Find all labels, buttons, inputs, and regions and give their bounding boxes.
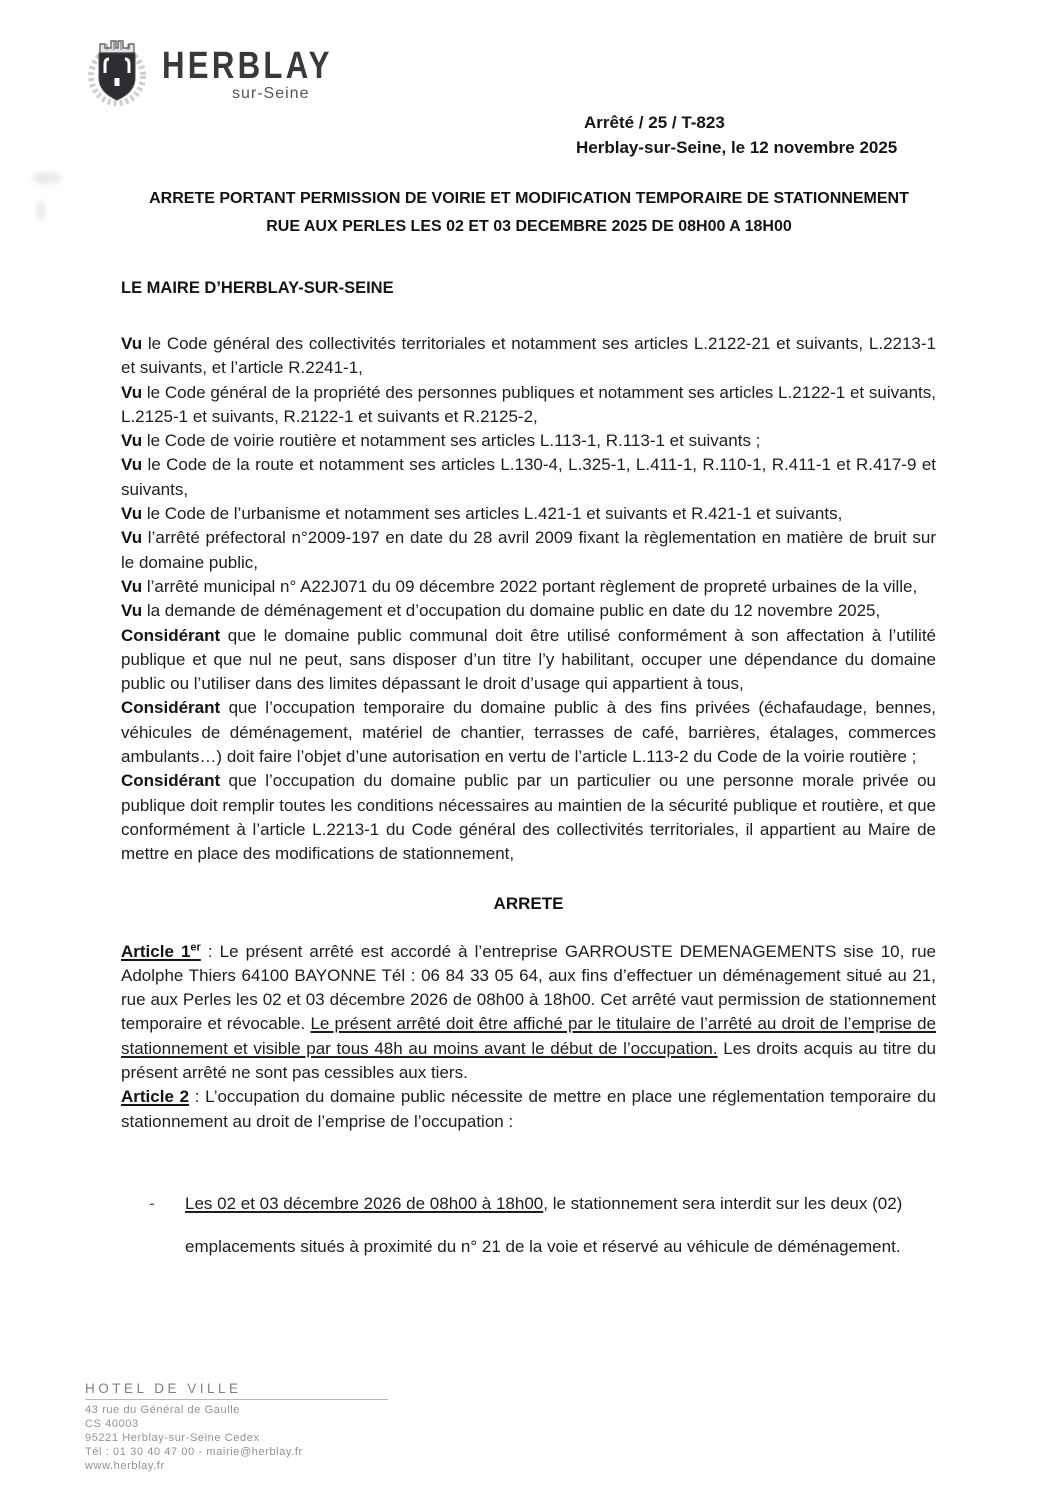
recital-text: l’arrêté préfectoral n°2009-197 en date du 28 avril 2009 fixant la règlementation en matière de bruit sur le domaine public, — [121, 528, 936, 572]
footer-address-line: 43 rue du Général de Gaulle — [85, 1404, 241, 1416]
recital-lead: Vu — [121, 601, 143, 621]
bullet-text-rest: , le stationnement sera interdit sur les deux (02) emplacements situés à proximité du n° 21 de la voie et réservé au véhicule de déménagement. — [185, 1193, 903, 1256]
document-title — [0, 185, 1058, 241]
recital-paragraph — [121, 696, 936, 769]
recital-paragraph — [121, 526, 936, 575]
recital-paragraph — [121, 502, 936, 526]
recital-text: le Code de voirie routière et notamment ses articles L.113-1, R.113-1 et suivants ; — [142, 431, 761, 451]
recital-text: le Code de l’urbanisme et notamment ses articles L.421-1 et suivants et R.421-1 et suivants, — [142, 504, 843, 524]
recital-lead: Vu — [121, 334, 143, 353]
document-title-line1: ARRETE PORTANT PERMISSION DE VOIRIE ET MODIFICATION TEMPORAIRE DE STATIONNEMENT — [149, 190, 909, 207]
recital-text: le Code de la route et notamment ses articles L.130-4, L.325-1, L.411-1, R.110-1, R.411-1 et R.417-9 et suivants, — [121, 455, 936, 499]
article-2-paragraph — [121, 1085, 936, 1134]
recital-paragraph — [121, 575, 936, 599]
recital-lead: Vu — [121, 504, 143, 524]
recital-lead: Vu — [121, 382, 143, 402]
footer-phone-email: Tél : 01 30 40 47 00 - mairie@herblay.fr — [85, 1446, 303, 1458]
article-1-text: Le présent arrêté est accordé à l’entreprise GARROUSTE DEMENAGEMENTS sise 10, rue Adolphe Thiers 64100 BAYONNE Tél : 06 84 33 05 64, aux fins d’effectuer un déménagement situé au 21, rue aux Perles les 02 et 03 décembre 2026 de 08h00 à 18h00. Cet arrêté vaut permission de stationnement temporaire et révocable. — [121, 941, 936, 1034]
article-2-label: Article 2 — [121, 1087, 190, 1107]
logo-subtitle: sur-Seine — [232, 85, 310, 102]
recital-text: l’arrêté municipal n° A22J071 du 09 décembre 2022 portant règlement de propreté urbaines de la ville, — [142, 576, 918, 596]
decree-reference: Arrêté / 25 / T-823 — [584, 113, 725, 132]
recital-lead: Vu — [121, 576, 143, 596]
recital-lead: Considérant — [121, 625, 221, 645]
recital-lead: Vu — [121, 455, 143, 475]
article-1-label: Article 1er — [121, 940, 201, 961]
town-hall-footer — [85, 1380, 388, 1473]
logo-wordmark — [162, 44, 370, 103]
article-1-label-superscript: er — [190, 940, 201, 953]
bullet-dash-marker: - — [149, 1193, 155, 1213]
city-logo — [86, 36, 370, 106]
herblay-coat-of-arms-icon — [86, 36, 148, 106]
footer-address-line: 95221 Herblay-sur-Seine Cedex — [85, 1432, 260, 1444]
bullet-item — [121, 1182, 936, 1268]
recital-lead: Considérant — [121, 698, 221, 718]
recital-text: le Code général des collectivités territoriales et notamment ses articles L.2122-21 et suivants, L.2213-1 et suivants, et l’article R.2241-1, — [121, 334, 936, 378]
footer-organization: HOTEL DE VILLE — [85, 1381, 388, 1400]
bullet-underlined-dates: Les 02 et 03 décembre 2026 de 08h00 à 18h00 — [185, 1193, 544, 1213]
footer-website: www.herblay.fr — [85, 1460, 165, 1472]
recital-paragraph — [121, 769, 936, 866]
decision-heading: ARRETE — [493, 893, 564, 913]
logo-city-name: HERBLAY — [162, 45, 333, 87]
recital-paragraph — [121, 599, 936, 623]
document-body — [121, 279, 936, 1268]
opening-line: LE MAIRE D’HERBLAY-SUR-SEINE — [121, 279, 394, 297]
place-and-date: Herblay-sur-Seine, le 12 novembre 2025 — [576, 138, 898, 157]
article-1-text-end: Les droits acquis au titre du présent arrêté ne sont pas cessibles aux tiers. — [121, 1038, 936, 1083]
recital-paragraph — [121, 453, 936, 502]
document-title-line2: RUE AUX PERLES LES 02 ET 03 DECEMBRE 2025 DE 08H00 A 18H00 — [266, 218, 792, 235]
recital-text: que l’occupation temporaire du domaine public à des fins privées (échafaudage, bennes, véhicules de déménagement, matériel de chantier, terrasses de café, barrières, étalages, commerces ambulants…) doit faire l’objet d’une autorisation en vertu de l’article L.113-2 du Code de la voirie routière ; — [121, 698, 936, 767]
recital-lead: Vu — [121, 528, 143, 548]
recital-text: le Code général de la propriété des personnes publiques et notamment ses articles L.2122-1 et suivants, L.2125-1 et suivants, R.2122-1 et suivants et R.2125-2, — [121, 382, 936, 426]
recital-paragraph — [121, 381, 936, 430]
article-1-paragraph — [121, 940, 936, 1086]
reference-block — [576, 110, 897, 160]
recital-paragraph — [121, 332, 936, 381]
recital-lead: Vu — [121, 431, 143, 451]
recital-paragraph — [121, 429, 936, 453]
recital-text: que l’occupation du domaine public par un particulier ou une personne morale privée ou publique doit remplir toutes les conditions nécessaires au maintien de la sécurité publique et routière, et que conformément à l’article L.2213-1 du Code général des collectivités territoriales, il appartient au Maire de mettre en place des modifications de stationnement, — [121, 771, 936, 864]
scan-artifact — [32, 172, 62, 184]
recital-lead: Considérant — [121, 771, 221, 791]
bullet-text — [185, 1182, 936, 1268]
article-1-separator: : — [200, 941, 220, 961]
article-1-underlined-clause: Le présent arrêté doit être affiché par le titulaire de l’arrêté au droit de l’emprise de stationnement et visible par tous 48h au moins avant le début de l’occupation. — [121, 1014, 937, 1058]
recital-paragraph — [121, 624, 936, 697]
recital-text: la demande de déménagement et d’occupation du domaine public en date du 12 novembre 2025, — [142, 601, 881, 621]
article-2-separator: : — [189, 1087, 206, 1107]
footer-address-line: CS 40003 — [85, 1418, 139, 1430]
recital-text: que le domaine public communal doit être utilisé conformément à son affectation à l’utilité publique et que nul ne peut, sans disposer d’un titre l’y habilitant, occuper une dépendance du domaine public ou l’utiliser dans des limites dépassant le droit d’usage qui appartient à tous, — [121, 625, 936, 694]
article-2-text: L’occupation du domaine public nécessite de mettre en place une réglementation temporaire du stationnement au droit de l’emprise de l’occupation : — [121, 1087, 936, 1131]
